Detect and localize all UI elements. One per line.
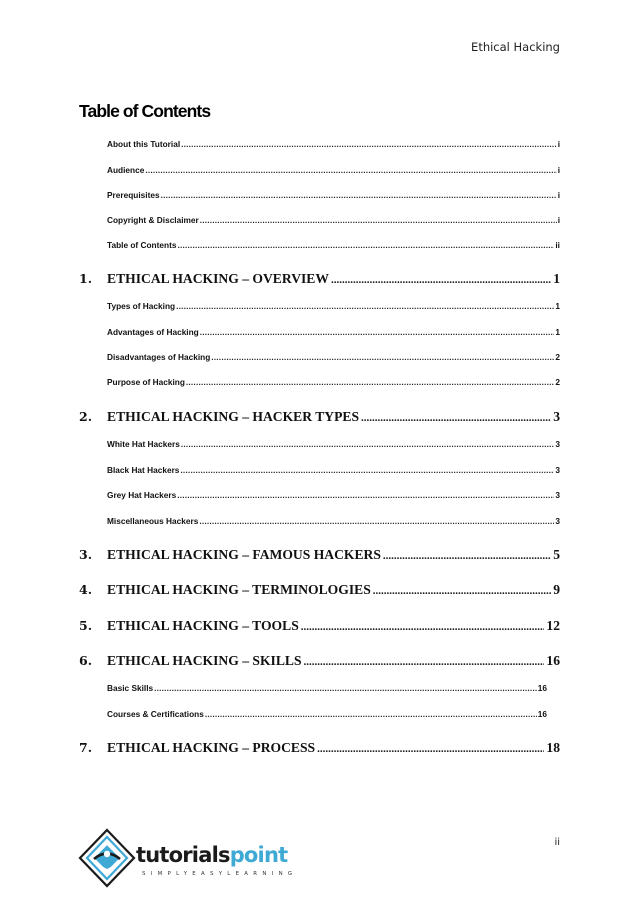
chapter-page: 3 [553, 409, 560, 424]
dot-leader [301, 621, 545, 633]
chapter-number: 5. [79, 618, 93, 633]
toc-entry-page: 1 [555, 327, 560, 337]
toc-chapter-7[interactable] [79, 740, 560, 756]
toc-entry-label: Audience [107, 165, 145, 175]
dot-leader [176, 301, 554, 311]
toc-entry-label: Copyright & Disclaimer [107, 215, 199, 225]
chapter-page: 16 [546, 653, 560, 668]
chapter-number: 6. [79, 653, 93, 668]
dot-leader [211, 352, 554, 362]
toc-entry-page: 3 [555, 439, 560, 449]
toc-entry-grey-hat[interactable] [107, 490, 560, 500]
dot-leader [181, 139, 557, 149]
chapter-title: ETHICAL HACKING – OVERVIEW [107, 271, 329, 286]
toc-chapter-3[interactable] [79, 547, 560, 563]
toc-entry-audience[interactable] [107, 165, 560, 175]
chapter-page: 12 [546, 618, 560, 633]
toc-entry-label: White Hat Hackers [107, 439, 180, 449]
toc-entry-page: i [557, 215, 560, 225]
chapter-page: 5 [553, 547, 560, 562]
toc-entry-copyright[interactable] [107, 215, 560, 225]
toc-entry-page: 16 [537, 709, 547, 719]
logo-wordmark [136, 843, 287, 867]
dot-leader [317, 743, 544, 755]
toc-chapter-2[interactable] [79, 409, 560, 425]
toc-entry-courses-certifications[interactable] [107, 709, 547, 719]
toc-entry-page: i [557, 190, 560, 200]
logo-emblem-icon [76, 826, 138, 890]
toc-entry-page: 2 [555, 377, 560, 387]
toc-entry-label: Prerequisites [107, 190, 160, 200]
dot-leader [200, 215, 557, 225]
page-number: ii [554, 837, 560, 848]
toc-entry-disadvantages[interactable] [107, 352, 560, 362]
dot-leader [373, 585, 551, 597]
dot-leader [200, 327, 555, 337]
toc-entry-page: i [557, 165, 560, 175]
toc-entry-label: Table of Contents [107, 240, 177, 250]
dot-leader [331, 274, 551, 286]
toc-entry-table-of-contents[interactable] [107, 240, 560, 250]
toc-heading: Table of Contents [79, 101, 211, 121]
toc-entry-page: 2 [555, 352, 560, 362]
logo-word-accent: point [229, 843, 288, 867]
page-header: Ethical Hacking [471, 40, 560, 54]
toc-entry-label: Basic Skills [107, 683, 154, 693]
toc-entry-label: Grey Hat Hackers [107, 490, 177, 500]
chapter-title: ETHICAL HACKING – FAMOUS HACKERS [107, 547, 381, 562]
toc-entry-black-hat[interactable] [107, 465, 560, 475]
toc-entry-page: ii [555, 240, 560, 250]
toc-entry-label: About this Tutorial [107, 139, 181, 149]
dot-leader [304, 656, 545, 668]
toc-entry-types-of-hacking[interactable] [107, 301, 560, 311]
chapter-number: 7. [79, 740, 93, 755]
chapter-page: 1 [553, 271, 560, 286]
logo-word-dark: tutorials [136, 843, 230, 867]
chapter-title: ETHICAL HACKING – SKILLS [107, 653, 302, 668]
toc-chapter-4[interactable] [79, 582, 560, 598]
chapter-number: 1. [79, 271, 93, 286]
toc-entry-page: i [557, 139, 560, 149]
toc-entry-page: 1 [555, 301, 560, 311]
toc-entry-page: 3 [555, 490, 560, 500]
dot-leader [154, 683, 537, 693]
chapter-title: ETHICAL HACKING – TERMINOLOGIES [107, 582, 371, 597]
toc-entry-label: Types of Hacking [107, 301, 176, 311]
chapter-page: 9 [553, 582, 560, 597]
toc-chapter-1[interactable] [79, 271, 560, 287]
dot-leader [205, 709, 537, 719]
toc-entry-label: Advantages of Hacking [107, 327, 199, 337]
dot-leader [181, 439, 555, 449]
chapter-title: ETHICAL HACKING – TOOLS [107, 618, 299, 633]
toc-entry-page: 3 [555, 465, 560, 475]
toc-entry-prerequisites[interactable] [107, 190, 560, 200]
toc-entry-page: 3 [555, 516, 560, 526]
dot-leader [145, 165, 556, 175]
toc-entry-basic-skills[interactable] [107, 683, 547, 693]
chapter-number: 2. [79, 409, 93, 424]
toc-entry-purpose[interactable] [107, 377, 560, 387]
toc-entry-label: Disadvantages of Hacking [107, 352, 211, 362]
toc-entry-advantages[interactable] [107, 327, 560, 337]
dot-leader [161, 190, 557, 200]
dot-leader [177, 240, 554, 250]
dot-leader [177, 490, 554, 500]
tutorialspoint-logo [76, 826, 296, 890]
toc-entry-label: Purpose of Hacking [107, 377, 185, 387]
toc-entry-about-tutorial[interactable] [107, 139, 560, 149]
toc-entry-label: Courses & Certifications [107, 709, 204, 719]
toc-chapter-5[interactable] [79, 618, 560, 634]
toc-entry-page: 16 [537, 683, 547, 693]
dot-leader [361, 412, 551, 424]
dot-leader [186, 377, 554, 387]
logo-tagline: SIMPLYEASYLEARNING [142, 871, 298, 877]
chapter-page: 18 [546, 740, 560, 755]
chapter-title: ETHICAL HACKING – PROCESS [107, 740, 316, 755]
chapter-number: 3. [79, 547, 93, 562]
dot-leader [180, 465, 554, 475]
toc-entry-miscellaneous[interactable] [107, 516, 560, 526]
toc-chapter-6[interactable] [79, 653, 560, 669]
chapter-number: 4. [79, 582, 93, 597]
toc-entry-label: Black Hat Hackers [107, 465, 180, 475]
toc-entry-label: Miscellaneous Hackers [107, 516, 199, 526]
toc-entry-white-hat[interactable] [107, 439, 560, 449]
dot-leader [199, 516, 554, 526]
chapter-title: ETHICAL HACKING – HACKER TYPES [107, 409, 360, 424]
dot-leader [383, 550, 551, 562]
